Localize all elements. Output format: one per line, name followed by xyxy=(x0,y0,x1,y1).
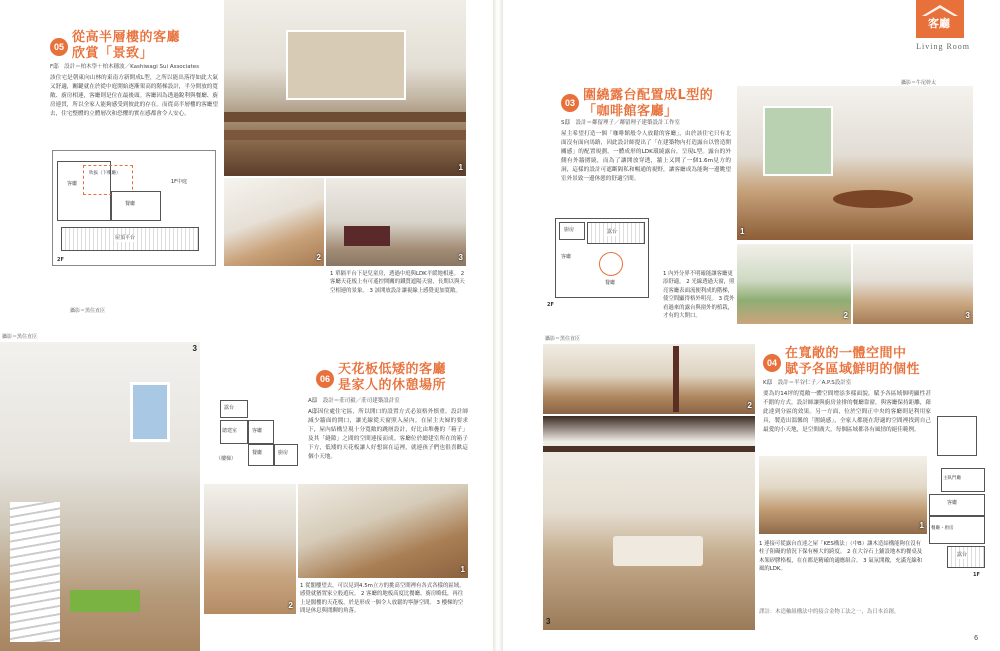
captions-05: 1 單隔平台下是兒童房，透過中庭與LDK平緩地相連。 2 客廳天花板上有可遙控開關的鐵質遮陽天窗，長期以與天空相連的景象。 3 該開放設計讓視線上感覺更加寬敞。 xyxy=(330,271,465,294)
photo-03-2-courtyard xyxy=(737,244,851,324)
byline-04: K邸 設計＝半谷仁子／A.P.S設計室 xyxy=(763,380,852,386)
captions-03: 1 內外分界不明確能讓客廳更添舒適。 2 光線透過天窗，照亮客廳表面流便利成的階梯，使空間顯得格外明亮。 3 從外看過來的露台與窗外的植栽，才有的大開口。 xyxy=(663,271,735,319)
photo-04-2-beam xyxy=(673,346,679,412)
plan-label-living: 客廳 xyxy=(252,428,263,434)
plan-label-kitchen: 廚房 xyxy=(278,450,289,456)
photo-05-1-step xyxy=(224,112,466,122)
photo-number: 3 xyxy=(192,344,197,353)
house-icon-inner xyxy=(926,8,954,16)
plan-label-dining: 餐廳 xyxy=(125,201,136,207)
photo-number: 2 xyxy=(747,401,752,411)
section-title-03-line1: 圍繞露台配置成L型的 xyxy=(583,88,714,103)
photo-number: 3 xyxy=(458,253,463,263)
plan-label-stair: （樓梯） xyxy=(216,456,237,462)
plan-label-loft: 總建室 xyxy=(222,428,238,434)
section-number-05: 05 xyxy=(50,38,68,56)
photo-05-3-sofa xyxy=(344,226,390,246)
photo-06-3-skylight xyxy=(130,382,170,442)
section-title-04-line2: 賦予各區域鮮明的個性 xyxy=(785,361,921,377)
plan-round-table xyxy=(599,252,623,276)
photo-06-3-staircase xyxy=(10,502,60,642)
photo-number: 1 xyxy=(458,163,463,173)
plan-label-terrace: 屋頂平台 xyxy=(115,235,136,241)
section-title-05-line1: 從高半層樓的客廳 xyxy=(72,30,181,45)
section-title-06-line1: 天花板低矮的客廳 xyxy=(338,362,447,377)
plan-label-void: 吹拔（下樓廳） xyxy=(89,171,121,176)
section-title-06 xyxy=(338,362,446,393)
floor-plan-03 xyxy=(547,214,657,310)
category-tab xyxy=(916,0,964,38)
plan-floor-label: 1F xyxy=(973,572,980,578)
photo-number: 2 xyxy=(288,601,293,611)
section-title-05-line2: 欣賞「景致」 xyxy=(72,45,154,61)
byline-03: S邸 設計＝鄰留理子／鄰留理子建築設計工作室 xyxy=(561,120,680,126)
photo-credit-06: 攝影＝黑住直臣 xyxy=(2,334,38,340)
captions-06: 1 從閣樓望去，可以見到4.5m立方的挑高空間裡有各式各樣的區域，感覺就猶置家立般遊玩。 2 客廳的地板高度比餐廳、廚房略低，再往上是閣樓的天花板，於是形成一個令人放鬆的寧靜空間。 3 樓梯的空間是休息與閒聊的角落。 xyxy=(300,583,465,615)
byline-06: A邸 設計＝莊司毅／莊司建築設計室 xyxy=(308,398,400,404)
body-text-05: 該住宅是朝東向山林的東南方新開成L型，之所以能出落得如此大氣又舒適，關鍵就在於從中庭開始逐漸架高的階梯設計，半分開放的寬敞、廚房相連，客廳則是位在最後頭。客廳因為透過銳利與餐廳、廚房連貫，所以全家人能夠感受到彼此的存在。而從高半層樓的客廳望去，住宅整體的立體層次和恐懼的實在感都會令人安心。 xyxy=(50,75,218,117)
section-number-06: 06 xyxy=(316,370,334,388)
photo-number: 1 xyxy=(919,521,924,531)
plan-upper-room xyxy=(937,416,977,456)
plan-label-court: 1F中庭 xyxy=(171,179,188,185)
plan-label-living: 客廳 xyxy=(67,181,78,187)
body-text-06: A邸因位處住宅區，所以開口的設置方式必須格外慎重。設計師減少牆面的開口，讓光線從天窗照入屋內。在屋主夫婦的要求下，屋內結構呈現十分寬敞的跳層設計，好比由堆疊的「箱子」及其「縫隙」之間的空間連接而成。客廳位於總建室所在的箱子下方，低矮的天花板讓人好想窩在這裡，就連孩子們也很喜歡這個小天地。 xyxy=(308,409,468,460)
plan-floor-label: 2F xyxy=(547,302,554,308)
photo-05-2-stairs xyxy=(224,178,324,266)
photo-04-3-ldk xyxy=(543,416,755,630)
photo-number: 2 xyxy=(316,253,321,263)
plan-label-bedroom: 主臥門廳 xyxy=(943,476,961,481)
photo-03-1-terrace-window xyxy=(763,106,833,176)
photo-number: 3 xyxy=(965,311,970,321)
photo-04-3-sofa xyxy=(613,536,703,566)
section-number-04: 04 xyxy=(763,354,781,372)
photo-03-1-living xyxy=(737,86,973,240)
photo-number: 1 xyxy=(740,227,745,237)
floor-plan-04 xyxy=(927,408,989,584)
right-page xyxy=(503,0,1000,651)
plan-label-terrace: 露台 xyxy=(607,229,618,235)
plan-floor-label: 2F xyxy=(57,257,64,263)
body-text-03: 屋主希望打造一個「咖啡館般令人放鬆的客廳」，由於該住宅只有北面沒有面向馬路，因此設計師提出了「在建築物內打造露台以營造開關感」的配置規劃，一體成形的LDK環繞露台，呈現L型。露台的外側有外牆圍繞，而為了讓開放穿透，牆上又開了一個1.6m見方的洞，這樣的設計可遮斷隔私和暢通的視野，讓客廳成為能夠一邊眺望室外景致一邊休憩的舒適空間。 xyxy=(561,131,731,182)
photo-number: 2 xyxy=(843,311,848,321)
section-title-06-line2: 是家人的休憩場所 xyxy=(338,377,447,393)
floor-plan-06 xyxy=(210,392,302,478)
body-text-04: 要為約14坪的寬敞一體空間增添多樣面貌，賦予各區域個明顯性甚不錯的方式。設計師讓與廚房並排的餐廳靠窗，與客廳保持距離，藉此達到分區的效果。另一方面，位於空間正中央的客廳則是利用家具，製造出溫馨的「圍繞感」，全家人都能在舒適的空間裡找到自己最愛的小天地，是空間廣大，每個區域都各有風情的絕佳範例。 xyxy=(763,391,931,433)
plan-label-dining-kitchen: 餐廳・廚房 xyxy=(931,526,954,531)
photo-06-3-green-bench xyxy=(70,590,140,612)
plan-label-dining: 餐廳 xyxy=(252,450,263,456)
photo-credit-03: 攝影＝牛尾幹太 xyxy=(901,80,937,86)
photo-04-3-beam xyxy=(543,446,755,452)
plan-label-terrace: 露台 xyxy=(224,405,235,411)
section-title-04-line1: 在寬敞的一體空間中 xyxy=(785,346,907,361)
section-title-04 xyxy=(785,346,920,377)
section-title-05 xyxy=(72,30,180,61)
byline-05: F邸 設計＝柏木學＋柏木穗波／Kashiwagi Sui Associates xyxy=(50,64,200,70)
plan-label-terrace: 露台 xyxy=(957,552,968,558)
photo-05-1-step2 xyxy=(224,130,466,140)
left-page xyxy=(0,0,493,651)
photo-03-1-round-table xyxy=(833,190,913,208)
category-label: 客廳 xyxy=(928,17,950,30)
page-gutter xyxy=(493,0,503,651)
plan-label-dining: 餐廳 xyxy=(605,280,616,286)
plan-room-dining xyxy=(111,191,161,221)
photo-06-1-overhead xyxy=(298,484,468,578)
plan-label-kitchen: 廚房 xyxy=(564,227,575,233)
photo-credit-04: 攝影＝黑住直臣 xyxy=(545,336,581,342)
photo-06-3-stair-hall xyxy=(0,342,200,651)
plan-label-living: 客廳 xyxy=(947,500,958,506)
photo-05-3-living xyxy=(326,178,466,266)
photo-05-1-window xyxy=(286,30,406,100)
floor-plan-05 xyxy=(52,150,216,266)
section-title-03 xyxy=(583,88,713,119)
photo-04-2-dining xyxy=(543,344,755,414)
category-label-en: Living Room xyxy=(916,42,970,51)
captions-04: 1 連接可從露台直達之屋「KES構法」（中B）讓木造結構能夠在沒有柱子阻礙的情況下保有極大的跨度。 2 在大谷石上鋪設地木的餐桌及木架矽膠格板，在在都是精確的適應組合。 3 氣氛開敞，充滿光線和風的LDK。 xyxy=(759,541,923,573)
photo-05-1-exterior xyxy=(224,0,466,176)
plan-label-living: 客廳 xyxy=(561,254,572,260)
photo-number: 3 xyxy=(546,617,551,627)
photo-credit-05: 攝影＝黑住直臣 xyxy=(70,308,106,314)
translator-note: 譯註：木造軸組構法中的接合金物工法之一，為日本首創。 xyxy=(759,609,900,615)
photo-number: 1 xyxy=(460,565,465,575)
section-title-03-line2: 「咖啡館客廳」 xyxy=(583,103,678,119)
photo-03-3-dining xyxy=(853,244,973,324)
photo-06-2-lowceiling xyxy=(204,484,296,614)
page-number: 6 xyxy=(974,634,978,642)
photo-04-1-kitchen xyxy=(759,456,927,534)
section-number-03: 03 xyxy=(561,94,579,112)
